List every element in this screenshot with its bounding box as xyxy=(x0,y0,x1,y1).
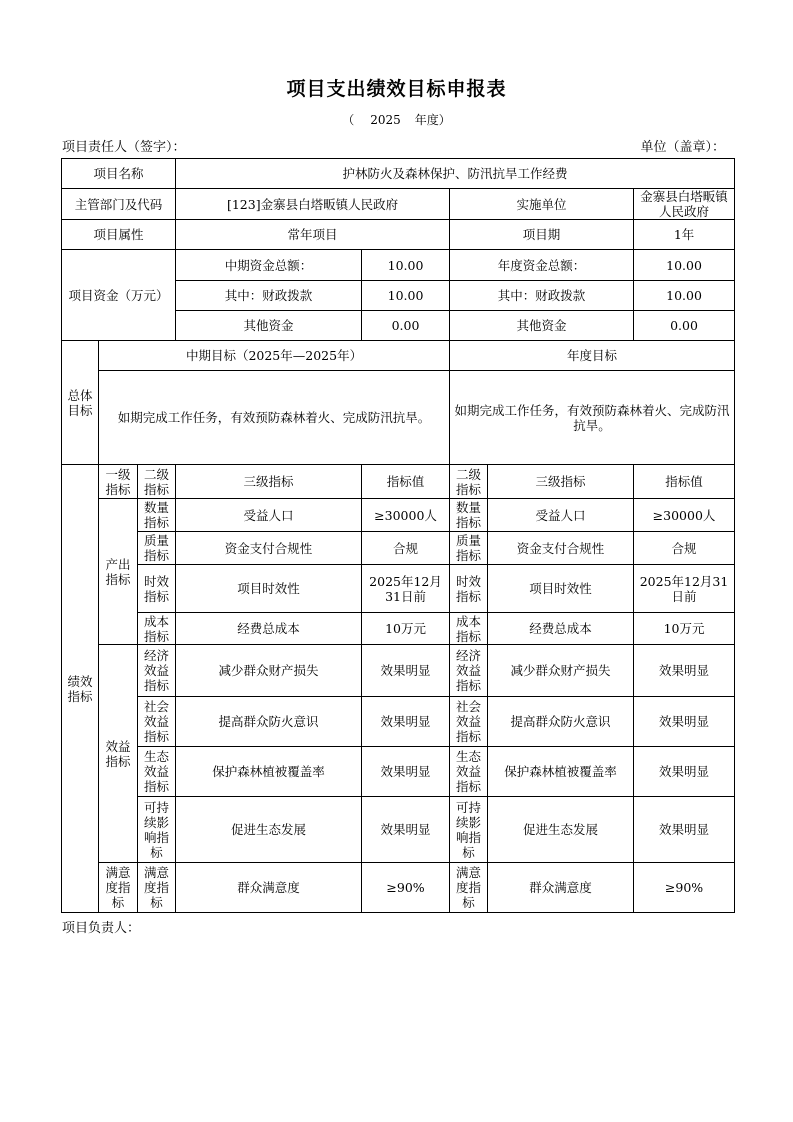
level2-cell: 成本指标 xyxy=(138,613,176,645)
performance-indicator-label: 绩效指标 xyxy=(62,465,99,913)
level3-cell-year: 经费总成本 xyxy=(488,613,634,645)
level2-cell: 质量指标 xyxy=(138,532,176,565)
row-attribute xyxy=(62,220,735,250)
period-label: 项目期 xyxy=(450,220,634,250)
level2-cell-year: 质量指标 xyxy=(450,532,488,565)
mid-value-cell: 10万元 xyxy=(362,613,450,645)
header-level3-year: 三级指标 xyxy=(488,465,634,499)
level2-cell-year: 社会效益指标 xyxy=(450,697,488,747)
year-fiscal-value: 10.00 xyxy=(634,281,735,311)
attr-value: 常年项目 xyxy=(176,220,450,250)
level2-cell: 时效指标 xyxy=(138,565,176,613)
header-level2: 二级指标 xyxy=(138,465,176,499)
mid-value-cell: 合规 xyxy=(362,532,450,565)
level2-cell-year: 满意度指标 xyxy=(450,863,488,913)
table-row xyxy=(62,747,735,797)
project-leader-label: 项目负责人： xyxy=(62,921,141,936)
mid-value-cell: 2025年12月31日前 xyxy=(362,565,450,613)
level3-cell: 经费总成本 xyxy=(176,613,362,645)
level3-cell: 受益人口 xyxy=(176,499,362,532)
level3-cell: 提高群众防火意识 xyxy=(176,697,362,747)
level3-cell: 促进生态发展 xyxy=(176,797,362,863)
attr-label: 项目属性 xyxy=(62,220,176,250)
level3-cell-year: 保护森林植被覆盖率 xyxy=(488,747,634,797)
level3-cell-year: 促进生态发展 xyxy=(488,797,634,863)
level2-cell: 社会效益指标 xyxy=(138,697,176,747)
level3-cell-year: 提高群众防火意识 xyxy=(488,697,634,747)
year-value-cell: 合规 xyxy=(634,532,735,565)
period-value: 1年 xyxy=(634,220,735,250)
mid-value-cell: ≥90% xyxy=(362,863,450,913)
mid-value-cell: 效果明显 xyxy=(362,645,450,697)
unit-seal-label: 单位（盖章）： xyxy=(640,140,725,155)
funds-label: 项目资金（万元） xyxy=(62,250,176,341)
year-total-value: 10.00 xyxy=(634,250,735,281)
year-value-cell: 效果明显 xyxy=(634,797,735,863)
level2-cell-year: 成本指标 xyxy=(450,613,488,645)
year-goal-header: 年度目标 xyxy=(450,341,735,371)
table-row xyxy=(62,797,735,863)
mid-fiscal-value: 10.00 xyxy=(362,281,450,311)
level1-satisfaction: 满意度指标 xyxy=(99,863,138,913)
signer-label: 项目责任人（签字）： xyxy=(62,140,186,155)
header-value-year: 指标值 xyxy=(634,465,735,499)
level3-cell: 保护森林植被覆盖率 xyxy=(176,747,362,797)
year-value-cell: 2025年12月31日前 xyxy=(634,565,735,613)
mid-fiscal-label: 其中：财政拨款 xyxy=(176,281,362,311)
table-row xyxy=(62,645,735,697)
mid-value-cell: 效果明显 xyxy=(362,697,450,747)
year-value-cell: 效果明显 xyxy=(634,747,735,797)
level1-effect: 效益指标 xyxy=(99,645,138,863)
year-total-label: 年度资金总额： xyxy=(450,250,634,281)
level2-cell: 数量指标 xyxy=(138,499,176,532)
year-open: （ xyxy=(342,113,355,127)
level2-cell-year: 可持续影响指标 xyxy=(450,797,488,863)
mid-value-cell: 效果明显 xyxy=(362,797,450,863)
year-goal-text: 如期完成工作任务，有效预防森林着火、完成防汛抗旱。 xyxy=(450,371,735,465)
year-value-cell: ≥30000人 xyxy=(634,499,735,532)
level3-cell-year: 减少群众财产损失 xyxy=(488,645,634,697)
mid-goal-header: 中期目标（2025年—2025年） xyxy=(99,341,450,371)
year-fiscal-label: 其中：财政拨款 xyxy=(450,281,634,311)
mid-goal-text: 如期完成工作任务，有效预防森林着火、完成防汛抗旱。 xyxy=(99,371,450,465)
project-name-label: 项目名称 xyxy=(62,159,176,189)
level2-cell: 满意度指标 xyxy=(138,863,176,913)
year-value-cell: ≥90% xyxy=(634,863,735,913)
table-row xyxy=(62,565,735,613)
level3-cell: 项目时效性 xyxy=(176,565,362,613)
page-title: 项目支出绩效目标申报表 xyxy=(286,78,507,100)
level1-output: 产出指标 xyxy=(99,499,138,645)
project-name-value: 护林防火及森林保护、防汛抗旱工作经费 xyxy=(176,159,735,189)
row-indicator-header xyxy=(62,465,735,499)
header-value: 指标值 xyxy=(362,465,450,499)
table-row xyxy=(62,499,735,532)
overall-goal-label: 总体目标 xyxy=(62,341,99,465)
mid-other-label: 其他资金 xyxy=(176,311,362,341)
year-value-cell: 10万元 xyxy=(634,613,735,645)
year-other-value: 0.00 xyxy=(634,311,735,341)
row-project-name xyxy=(62,159,735,189)
level2-cell-year: 数量指标 xyxy=(450,499,488,532)
impl-unit-label: 实施单位 xyxy=(450,189,634,220)
year-value-cell: 效果明显 xyxy=(634,645,735,697)
header-level3: 三级指标 xyxy=(176,465,362,499)
table-row xyxy=(62,532,735,565)
level2-cell-year: 经济效益指标 xyxy=(450,645,488,697)
mid-total-label: 中期资金总额： xyxy=(176,250,362,281)
year-line xyxy=(0,111,793,128)
table-row xyxy=(62,697,735,747)
row-department xyxy=(62,189,735,220)
level3-cell: 资金支付合规性 xyxy=(176,532,362,565)
mid-value-cell: ≥30000人 xyxy=(362,499,450,532)
level2-cell: 经济效益指标 xyxy=(138,645,176,697)
performance-table xyxy=(61,158,735,913)
table-row xyxy=(62,863,735,913)
table-row xyxy=(62,613,735,645)
level3-cell: 减少群众财产损失 xyxy=(176,645,362,697)
dept-label: 主管部门及代码 xyxy=(62,189,176,220)
level3-cell-year: 受益人口 xyxy=(488,499,634,532)
year-value-cell: 效果明显 xyxy=(634,697,735,747)
header-level1: 一级指标 xyxy=(99,465,138,499)
mid-value-cell: 效果明显 xyxy=(362,747,450,797)
level3-cell-year: 项目时效性 xyxy=(488,565,634,613)
year-value: 2025 xyxy=(370,113,401,127)
row-funds-total xyxy=(62,250,735,281)
level2-cell: 可持续影响指标 xyxy=(138,797,176,863)
row-goals-text xyxy=(62,371,735,465)
row-goals-header xyxy=(62,341,735,371)
level2-cell: 生态效益指标 xyxy=(138,747,176,797)
header-level2-year: 二级指标 xyxy=(450,465,488,499)
impl-unit-value: 金寨县白塔畈镇人民政府 xyxy=(634,189,735,220)
mid-other-value: 0.00 xyxy=(362,311,450,341)
level3-cell-year: 资金支付合规性 xyxy=(488,532,634,565)
year-other-label: 其他资金 xyxy=(450,311,634,341)
year-suffix: 年度） xyxy=(414,113,451,127)
level2-cell-year: 生态效益指标 xyxy=(450,747,488,797)
level3-cell-year: 群众满意度 xyxy=(488,863,634,913)
level3-cell: 群众满意度 xyxy=(176,863,362,913)
dept-value: [123]金寨县白塔畈镇人民政府 xyxy=(176,189,450,220)
level2-cell-year: 时效指标 xyxy=(450,565,488,613)
mid-total-value: 10.00 xyxy=(362,250,450,281)
